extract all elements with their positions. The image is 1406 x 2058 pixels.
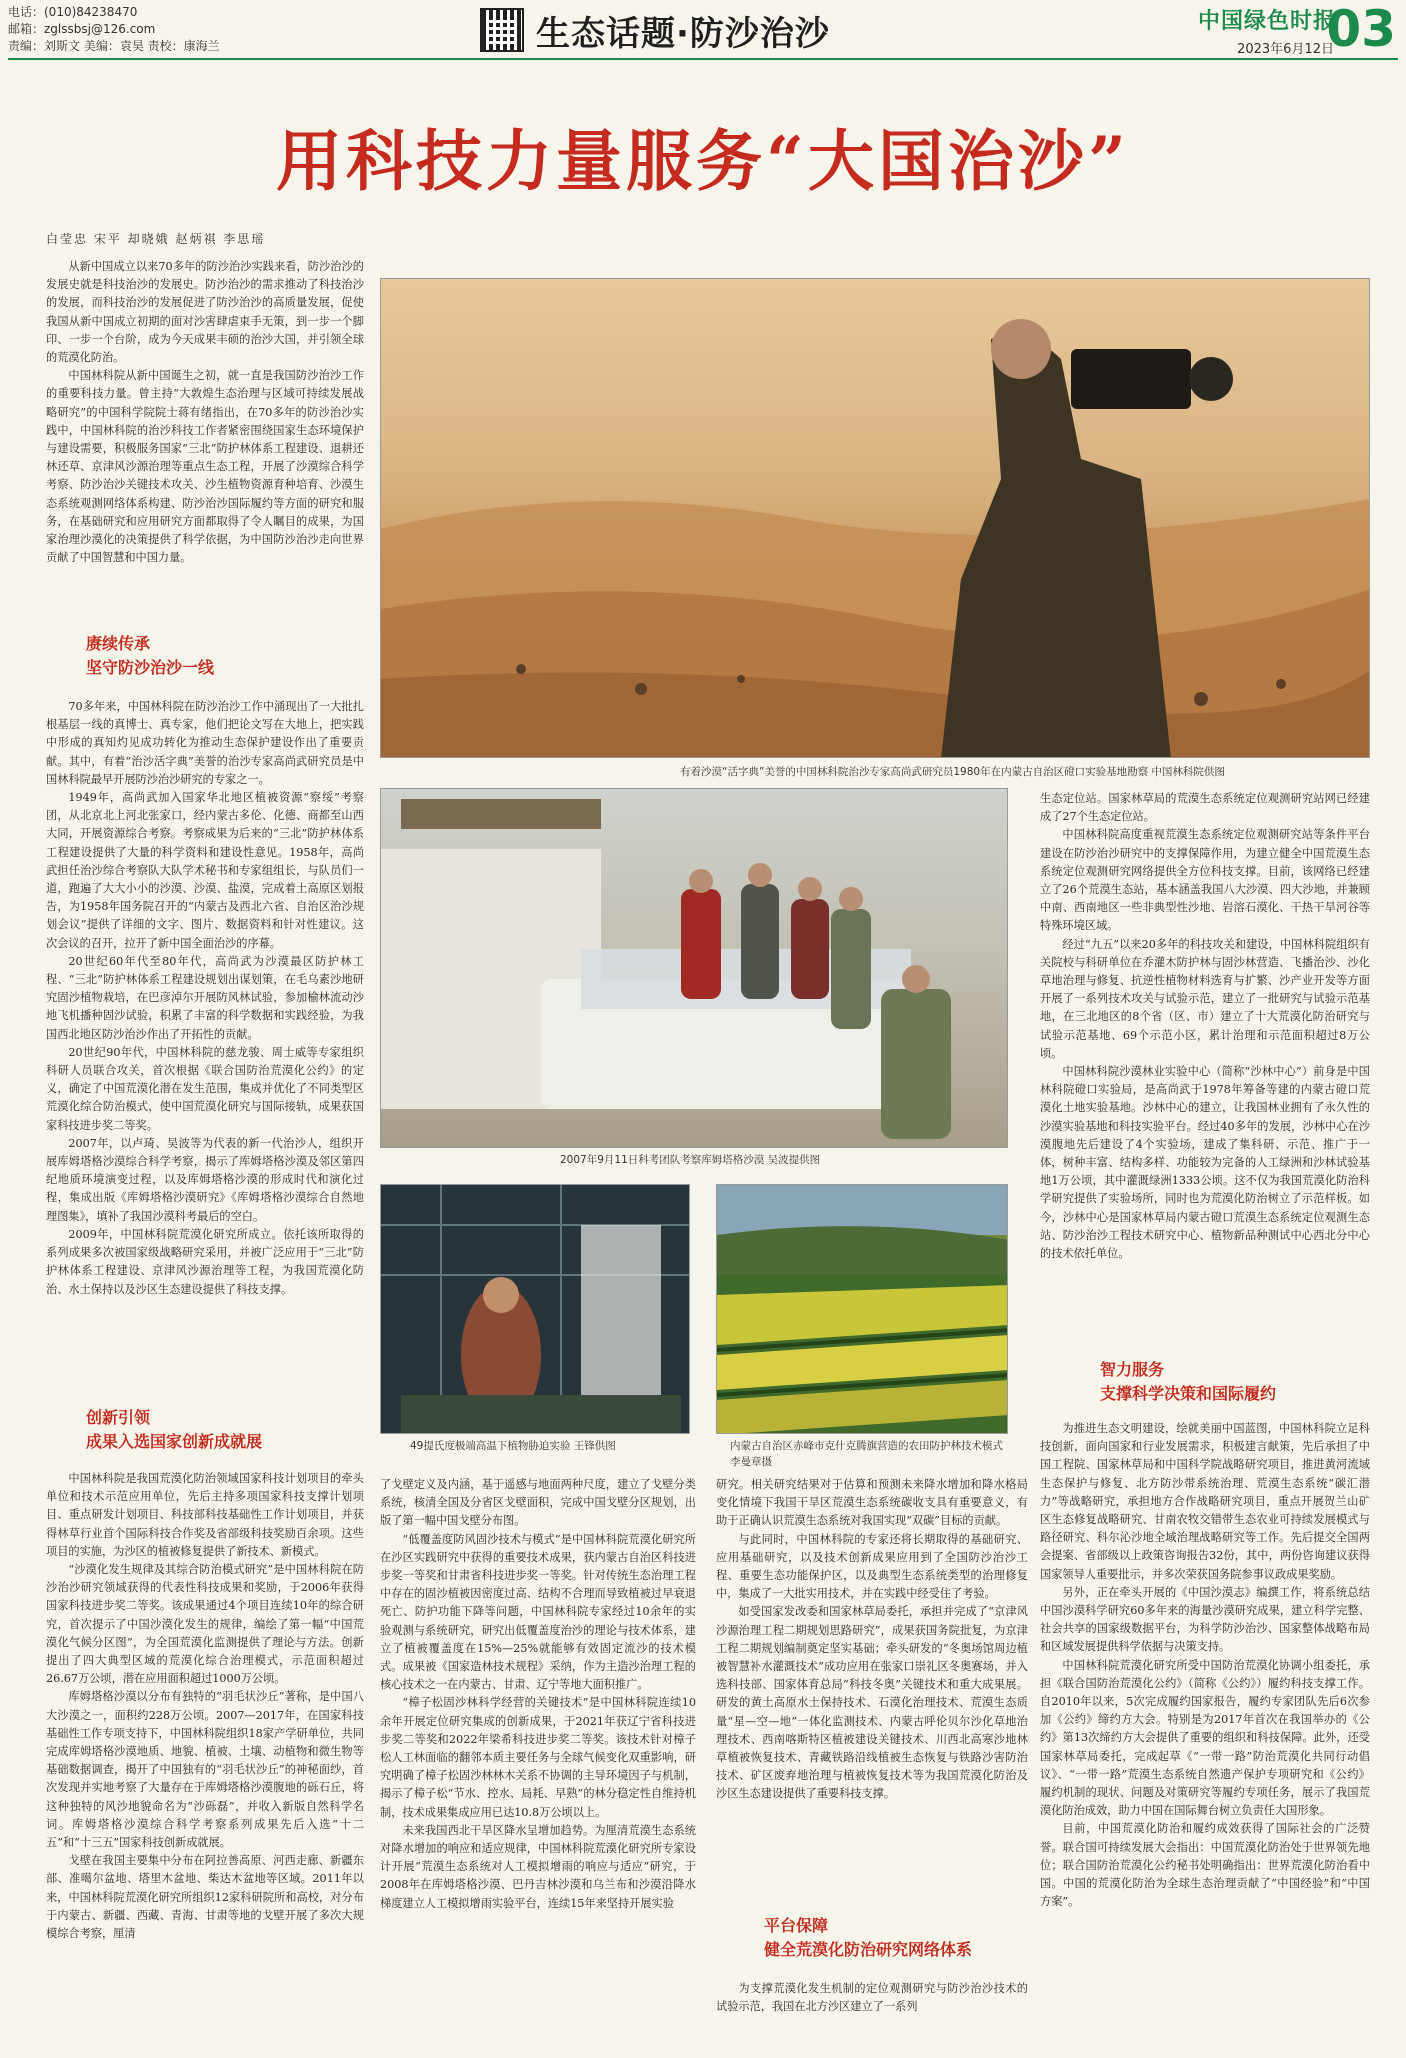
subheading-line: 支撑科学决策和国际履约 bbox=[1100, 1384, 1277, 1403]
paragraph: 中国林科院是我国荒漠化防治领域国家科技计划项目的牵头单位和技术示范应用单位，先后主持多项国家科技支撑计划项目、重点研发计划项目、科技部科技基础性工作计划项目，并获得林草行业首个国际科技合作奖及省部级科技奖励百余项。这些项目的实施，为沙区的植被修复提供了新技术、新模式。 bbox=[46, 1472, 364, 1558]
subheading-line: 坚守防沙治沙一线 bbox=[86, 658, 215, 677]
caption-field-photo: 内蒙古自治区赤峰市克什克腾旗营造的农田防护林技术模式 李曼章摄 bbox=[730, 1440, 1003, 1468]
column-4-top bbox=[1040, 790, 1370, 1263]
section-title: 生态话题·防沙治沙 bbox=[536, 14, 830, 54]
column-3 bbox=[716, 1476, 1028, 1804]
paragraph: 2009年，中国林科院荒漠化研究所成立。依托该所取得的系列成果多次被国家级战略研究采用，并被广泛应用于“三北”防护林体系工程建设、京津风沙源治理等工程，为我国荒漠化防治、水土保持以及沙区生态建设提供了科技支撑。 bbox=[46, 1227, 364, 1296]
photo-survey-team bbox=[380, 788, 1008, 1148]
column-1-bottom bbox=[46, 1470, 364, 1943]
column-4-bottom bbox=[1040, 1420, 1370, 1911]
issue-date: 2023年6月12日 bbox=[1237, 42, 1334, 57]
paragraph: 如受国家发改委和国家林草局委托，承担并完成了“京津风沙源治理工程二期规划思路研究”，成果获国务院批复，为京津工程二期规划编制奠定坚实基础；牵头研发的“冬奥场馆周边植被智慧补水灌溉技术”成功应用在张家口崇礼区冬奥赛场，并入选科技部、国家体育总局“科技冬奥”关键技术和重大成果展。研发的黄土高原水土保持技术、石漠化治理技术、荒漠生态质量“星—空—地”一体化监测技术、内蒙古呼伦贝尔沙化草地治理技术、西南喀斯特区植被建设关键技术、川西北高寒沙地林草植被恢复技术、青藏铁路沿线植被生态恢复与铁路沙害防治技术、矿区废弃地治理与植被恢复技术等为我国荒漠化防治及沙区生态建设提供了重要科技支撑。 bbox=[716, 1605, 1028, 1801]
caption-main-photo: 有着沙漠“活字典”美誉的中国林科院治沙专家高尚武研究员1980年在内蒙古自治区磴口实验基地勘察 中国林科院供图 bbox=[680, 766, 1225, 778]
header-divider bbox=[8, 58, 1398, 60]
paragraph: 生态定位站。国家林草局的荒漠生态系统定位观测研究站网已经建成了27个生态定位站。 bbox=[1040, 792, 1370, 824]
authors: 白莹忠 宋平 却晓娥 赵炳祺 李思瑶 bbox=[46, 232, 266, 246]
email-line: 邮箱：zglssbsj@126.com bbox=[8, 22, 156, 36]
editors-line: 责编：刘斯文 美编：袁昊 责校：康海兰 bbox=[8, 39, 220, 53]
qr-code-icon bbox=[480, 8, 524, 52]
paragraph: 戈壁在我国主要集中分布在阿拉善高原、河西走廊、新疆东部、准噶尔盆地、塔里木盆地、柴达木盆地等区域。2011年以来，中国林科院荒漠化研究所组织12家科研院所和高校，对分布于内蒙古、新疆、西藏、青海、甘肃等地的戈壁开展了多次大规模综合考察，厘清 bbox=[46, 1854, 364, 1941]
paragraph: 从新中国成立以来70多年的防沙治沙实践来看，防沙治沙的发展史就是科技治沙的发展史。防沙治沙的需求推动了科技治沙的发展，而科技治沙的发展促进了防沙治沙的高质量发展，促使我国从新中国成立初期的面对沙害肆虐束手无策，到一步一个脚印、一步一个台阶，成为今天成果丰硕的治沙大国，并引领全球的荒漠化防治。 bbox=[46, 260, 364, 365]
paragraph: 经过“九五”以来20多年的科技攻关和建设，中国林科院组织有关院校与科研单位在乔灌木防护林与固沙林营造、飞播治沙、沙化草地治理与修复、抗逆性植物材料选育与扩繁、沙产业开发等方面开展了一系列技术攻关与试验示范，建立了一批研究与试验示范基地，在三北地区的8个省（区、市）建立了十大荒漠化防治研究与试验示范基地、69个示范小区，累计治理和示范面积超过8万公顷。 bbox=[1040, 937, 1370, 1060]
subheading-line: 平台保障 bbox=[764, 1916, 829, 1935]
subheading-4 bbox=[1100, 1358, 1370, 1406]
subheading-line: 成果入选国家创新成就展 bbox=[86, 1432, 263, 1451]
paragraph: 中国林科院沙漠林业实验中心（简称“沙林中心”）前身是中国林科院磴口实验局，是高尚武于1978年筹备等建的内蒙古磴口荒漠化土地实验基地。沙林中心的建立，让我国林业拥有了永久性的沙漠实验基地和科技实验平台。经过40多年的发展，沙林中心在沙漠腹地先后建设了4个实验场，建成了集科研、示范、推广于一体，树种丰富、结构多样、功能较为完备的人工绿洲和沙林试验基地1万公顷，其中灌溉绿洲1333公顷。这不仅为我国荒漠化防治科学研究提供了实验场所，同时也为荒漠化防治树立了示范样板。如今，沙林中心是国家林草局内蒙古磴口荒漠生态系统定位观测生态站、防沙治沙工程技术研究中心、植物新品种测试中心西北分中心的技术依托单位。 bbox=[1040, 1065, 1370, 1261]
paragraph: 中国林科院从新中国诞生之初，就一直是我国防沙治沙工作的重要科技力量。曾主持“大敦煌生态治理与区域可持续发展战略研究”的中国科学院院士蒋有绪指出，在70多年的防沙治沙实践中，中国林科院的治沙科技工作者紧密围绕国家生态环境保护与建设需要，积极服务国家“三北”防护林体系工程建设、退耕还林还草、京津风沙源治理等重点生态工程，开展了沙漠综合科学考察、防沙治沙关键技术攻关、沙生植物资源育种培育、沙漠生态系统观测网络体系构建、防沙治沙国际履约等方面的研究和服务，在基础研究和应用研究方面都取得了令人瞩目的成果，为国家治理沙漠化的决策提供了科学依据，为中国防沙治沙走向世界贡献了中国智慧和中国力量。 bbox=[46, 369, 364, 565]
subheading-line: 赓续传承 bbox=[86, 634, 151, 653]
subheading-2 bbox=[86, 1406, 356, 1454]
paragraph: 中国林科院荒漠化研究所受中国防治荒漠化协调小组委托，承担《联合国防治荒漠化公约》（简称《公约》）履约科技支撑工作。自2010年以来，5次完成履约国家报告，履约专家团队先后6次参加《公约》缔约方大会。特别是为2017年首次在我国举办的《公约》第13次缔约方大会提供了重要的组织和科技保障。此外，还受国家林草局委托，完成起草《“一带一路”防治荒漠化共同行动倡议》、“一带一路”荒漠生态系统自然遗产保护专项研究和《公约》履约机制的现状、问题及对策研究等履约专项任务，展示了我国荒漠化防治成效，助力中国在国际舞台树立负责任大国形象。 bbox=[1040, 1658, 1370, 1818]
paragraph: 2007年，以卢琦、吴波等为代表的新一代治沙人，组织开展库姆塔格沙漠综合科学考察，揭示了库姆塔格沙漠及邻区第四纪地质环境演变过程，以及库姆塔格沙漠的形成时代和演化过程，集成出版《库姆塔格沙漠研究》《库姆塔格沙漠综合自然地理图集》，填补了我国沙漠科考最后的空白。 bbox=[46, 1136, 364, 1223]
column-3-end bbox=[716, 1980, 1028, 2016]
photo-content bbox=[381, 279, 1370, 758]
column-1-middle bbox=[46, 698, 364, 1299]
subheading-line: 创新引领 bbox=[86, 1408, 151, 1427]
caption-team-photo: 2007年9月11日科考团队考察库姆塔格沙漠 吴波提供图 bbox=[560, 1154, 821, 1166]
subheading-line: 健全荒漠化防治研究网络体系 bbox=[764, 1940, 973, 1959]
paragraph: 为支撑荒漠化发生机制的定位观测研究与防沙治沙技术的试验示范，我国在北方沙区建立了一系列 bbox=[716, 1982, 1028, 2014]
paragraph: 1949年，高尚武加入国家华北地区植被资源“察绥”考察团，从北京北上河北张家口，经内蒙古多伦、化德、商都至山西大同，开展资源综合考察。考察成果为后来的“三北”防护林体系工程建设提供了大量的科学资料和建设性意见。1958年，高尚武担任治沙综合考察队大队学术秘书和专家组组长，与队员们一道，跑遍了大大小小的沙漠、沙漠、盐漠，完成着土高原区划报告，为1958年国务院召开的“内蒙古及西北六省、自治区治沙规划会议”提供了详细的文字、图片、数据资料和针对性建议。这次会议的召开，拉开了新中国全面治沙的序幕。 bbox=[46, 791, 364, 950]
subheading-3 bbox=[764, 1914, 1028, 1962]
subheading-line: 智力服务 bbox=[1100, 1360, 1165, 1379]
column-2 bbox=[380, 1476, 696, 1913]
paragraph: 另外，正在牵头开展的《中国沙漠志》编撰工作，将系统总结中国沙漠科学研究60多年来的海量沙漠研究成果，建立科学完整、社会共享的国家级数据平台，为科学防沙治沙、国家整体战略布局和区域发展提供科学依据与决策支持。 bbox=[1040, 1585, 1370, 1654]
page-number: 03 bbox=[1326, 0, 1396, 58]
newspaper-brand: 中国绿色时报 bbox=[1197, 8, 1336, 34]
caption-lab-photo: 49提氏度极端高温下植物胁迫实验 王锋供图 bbox=[410, 1440, 616, 1452]
paragraph: 未来我国西北干旱区降水呈增加趋势。为厘清荒漠生态系统对降水增加的响应和适应规律，中国林科院荒漠化研究所专家设计开展“荒漠生态系统对人工模拟增雨的响应与适应”研究，于2008年在库姆塔格沙漠、巴丹吉林沙漠和乌兰布和沙漠沿降水梯度建立人工模拟增雨实验平台，连续15年来坚持开展实验 bbox=[380, 1823, 696, 1910]
paragraph: 了戈壁定义及内涵，基于遥感与地面两种尺度，建立了戈壁分类系统，核清全国及分省区戈壁面积，完成中国戈壁分区规划，出版了第一幅中国戈壁分布图。 bbox=[380, 1478, 696, 1528]
paragraph: 与此同时，中国林科院的专家还将长期取得的基础研究、应用基础研究，以及技术创新成果应用到了全国防沙治沙工程、重要生态功能保护区，以及典型生态系统类型的治理修复中，集成了一大批实用技术，并在实践中经受住了考验。 bbox=[716, 1532, 1028, 1601]
paragraph: 为推进生态文明建设，绘就美丽中国蓝图，中国林科院立足科技创新，面向国家和行业发展需求，积极建言献策，先后承担了中国工程院、国家林草局和中国科学院战略研究项目，推进黄河流域生态保护与修复、北方防沙带系统治理、荒漠生态系统“碳汇潜力”等战略研究，承担地方合作战略研究项目，重点开展贺兰山矿区生态修复战略研究、甘南农牧交错带生态农业可持续发展模式与路径研究、科尔沁沙地全域治理战略研究等工作。先后提交全国两会提案、省部级以上政策咨询报告32份，其中，两份咨询建议获得国家领导人重要批示，并多次荣获国务院参事议政成果奖励。 bbox=[1040, 1422, 1370, 1581]
photo-lab-experiment bbox=[380, 1184, 690, 1434]
paragraph: “沙漠化发生规律及其综合防治模式研究”是中国林科院在防沙治沙研究领域获得的代表性科技成果和奖励，于2006年获得国家科技进步奖二等奖。该成果通过4个项目连续10年的综合研究，首次提示了中国沙漠化发生的规律，编绘了第一幅“中国荒漠化气候分区图”，为全国荒漠化监测提供了理论与方法。创新提出了四大典型区域的荒漠化综合治理模式，示范面积超过26.67万公顷，潜在应用面积超过1000万公顷。 bbox=[46, 1563, 364, 1686]
paragraph: 库姆塔格沙漠以分布有独特的“羽毛状沙丘”著称，是中国八大沙漠之一，面积约228万公顷。2007—2017年，在国家科技基础性工作专项支持下，中国林科院组织18家产学研单位，共同完成库姆塔格沙漠地质、地貌、植被、土壤、动植物和微生物等基础数据调查，揭开了中国独有的“羽毛状沙丘”的神秘面纱，首次发现并实地考察了大量存在于库姆塔格沙漠腹地的砾石丘，将这种独特的风沙地貌命名为“沙砾磊”，并收入新版自然科学名词。库姆塔格沙漠综合科学考察系列成果先后入选“十二五”和“十三五”国家科技创新成就展。 bbox=[46, 1690, 364, 1850]
phone-line: 电话：(010)84238470 bbox=[8, 5, 138, 19]
paragraph: 研究。相关研究结果对于估算和预测未来降水增加和降水格局变化情境下我国干旱区荒漠生态系统碳收支具有重要意义，有助于正确认识荒漠生态系统对我国实现“双碳”目标的贡献。 bbox=[716, 1478, 1028, 1528]
paragraph: 目前，中国荒漠化防治和履约成效获得了国际社会的广泛赞誉。联合国可持续发展大会指出：中国荒漠化防治处于世界领先地位；联合国防治荒漠化公约秘书处明确指出：世界荒漠化防治看中国。中国的荒漠化防治为全球生态治理贡献了“中国经验”和“中国方案”。 bbox=[1040, 1822, 1370, 1909]
paragraph: “低覆盖度防风固沙技术与模式”是中国林科院荒漠化研究所在沙区实践研究中获得的重要技术成果，获内蒙古自治区科技进步奖一等奖和甘肃省科技进步奖一等奖。针对传统生态治理工程中存在的固沙植被因密度过高、结构不合理而导致植被过早衰退死亡、防护功能下降等问题，中国林科院专家经过10余年的实验观测与系统研究，研究出低覆盖度治沙的理论与技术体系，建立了植被覆盖度在15%—25%就能够有效固定流沙的技术模式。成果被《国家造林技术规程》采纳，作为主造沙治理工程的核心技术之一在内蒙古、甘肃、辽宁等地大面积推广。 bbox=[380, 1532, 696, 1692]
photo-farmland-shelterbelt bbox=[716, 1184, 1008, 1434]
paragraph: 20世纪60年代至80年代，高尚武为沙漠最区防护林工程、“三北”防护林体系工程建设规划出谋划策，在毛乌素沙地研究固沙植物栽培，在巴彦淖尔开展防风林试验，参加榆林流动沙地飞机播种固沙试验，积累了丰富的科学数据和实践经验，为我国西北地区防沙治沙作出了开拓性的贡献。 bbox=[46, 954, 364, 1041]
photo-content bbox=[381, 789, 1008, 1148]
headline: 用科技力量服务“大国治沙” bbox=[276, 122, 1130, 200]
paragraph: “樟子松固沙林科学经营的关键技术”是中国林科院连续10余年开展定位研究集成的创新成果，于2021年获辽宁省科技进步奖二等奖和2022年梁希科技进步奖二等奖。该技术针对樟子松人工林面临的翻邻本质主要任务与全球气候变化双重影响，研究明确了樟子松固沙林林木关系不协调的主导环境因子与机制，揭示了樟子松“节水、控水、局耗、早熟”的林分稳定性自维持机制，技术成果集成应用已达10.8万公顷以上。 bbox=[380, 1696, 696, 1819]
masthead-contacts bbox=[8, 4, 220, 55]
paragraph: 中国林科院高度重视荒漠生态系统定位观测研究站等条件平台建设在防沙治沙研究中的支撑保障作用，为建立健全中国荒漠生态系统定位观测研究网络提供全方位科技支撑。目前，该网络已经建立了26个荒漠生态站，基本涵盖我国八大沙漠、四大沙地，并兼顾中南、西南地区一些非典型性沙地、岩溶石漠化、干热干旱河谷等特殊环境区域。 bbox=[1040, 828, 1370, 933]
paragraph: 70多年来，中国林科院在防沙治沙工作中涌现出了一大批扎根基层一线的真博士、真专家，他们把论文写在大地上，把实践中形成的真知灼见成功转化为推动生态保护建设作出了重要贡献。其中，有着“治沙活字典”美誉的治沙专家高尚武研究员是中国林科院最早开展防沙治沙研究的专家之一。 bbox=[46, 700, 364, 786]
photo-content bbox=[381, 1185, 690, 1434]
photo-content bbox=[717, 1185, 1008, 1434]
photo-desert-researcher bbox=[380, 278, 1370, 758]
column-1-top bbox=[46, 258, 364, 567]
subheading-1 bbox=[86, 632, 356, 680]
paragraph: 20世纪90年代，中国林科院的慈龙骏、周士威等专家组织科研人员联合攻关，首次根据《联合国防治荒漠化公约》的定义，确定了中国荒漠化潜在发生范围，集成并优化了不同类型区荒漠化综合防治模式，使中国荒漠化研究与国际接轨，成果获国家科技进步奖二等奖。 bbox=[46, 1045, 364, 1132]
